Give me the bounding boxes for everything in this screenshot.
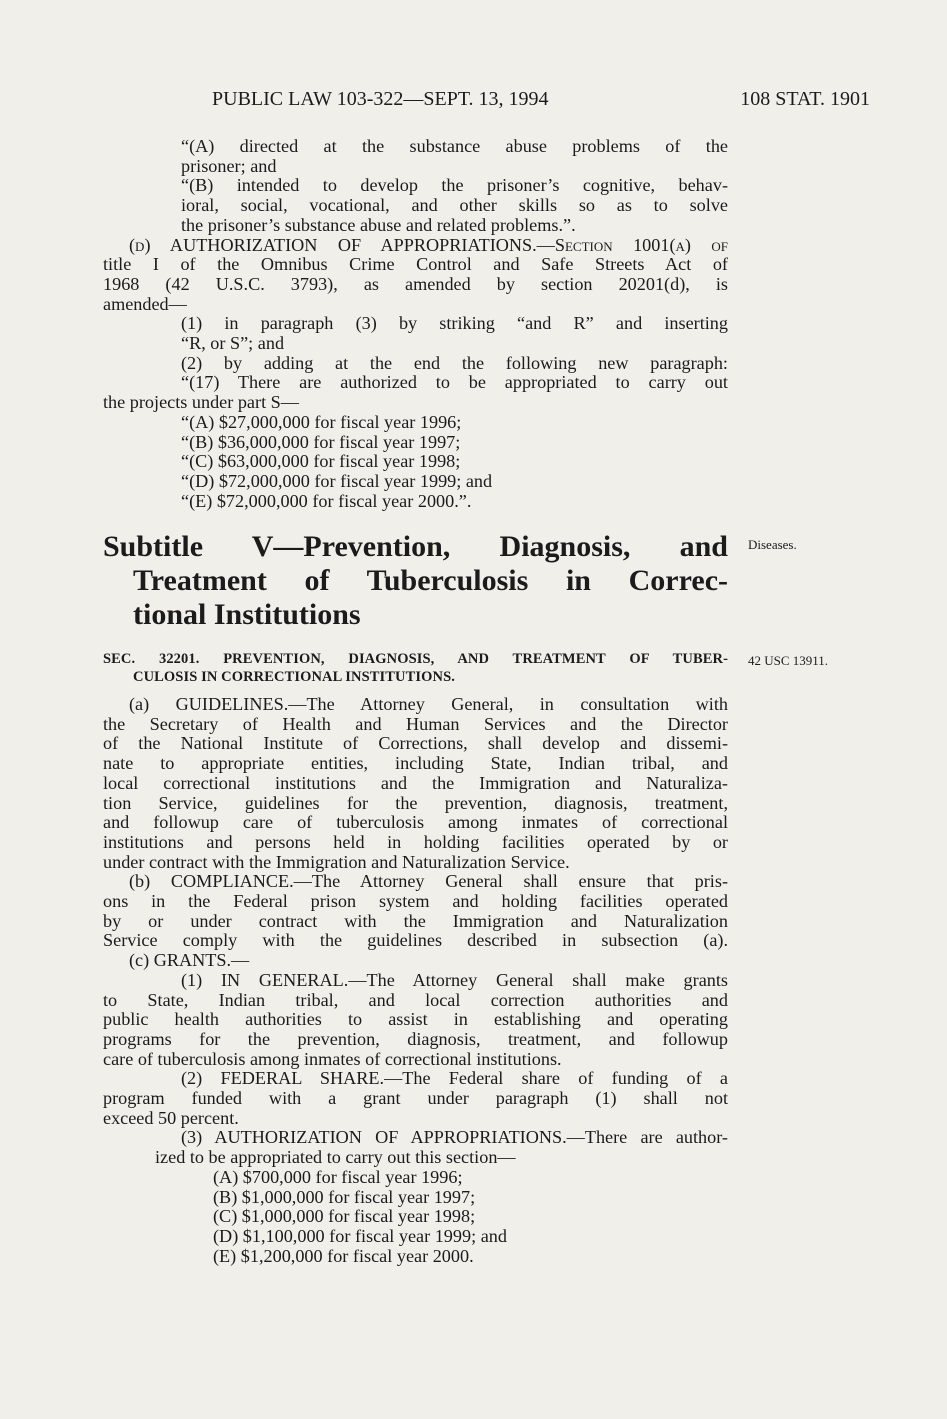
- text-line: (E) $1,200,000 for fiscal year 2000.: [213, 1245, 474, 1266]
- subtitle-line: Subtitle V—Prevention, Diagnosis, and: [103, 530, 728, 563]
- text-line: ons in the Federal prison system and holding facilities operated: [103, 891, 728, 912]
- text-line: program funded with a grant under paragraph (1) shall not: [103, 1088, 728, 1109]
- page-header: [100, 88, 870, 118]
- top-section: [103, 137, 728, 511]
- text-line: (1) IN GENERAL.—The Attorney General shall make grants: [181, 969, 728, 990]
- text-line: the prisoner’s substance abuse and related problems.”.: [181, 214, 576, 235]
- text-line: “(B) $36,000,000 for fiscal year 1997;: [181, 431, 461, 452]
- text-line: (a) GUIDELINES.—The Attorney General, in consultation with: [129, 694, 728, 714]
- text-line: (2) FEDERAL SHARE.—The Federal share of funding of a: [181, 1068, 728, 1089]
- text-line: (b) COMPLIANCE.—The Attorney General shall ensure that pris-: [129, 871, 728, 892]
- text-line: (A) $700,000 for fiscal year 1996;: [213, 1166, 463, 1187]
- margin-note-diseases: Diseases.: [748, 537, 797, 552]
- text-line: public health authorities to assist in establishing and operating: [103, 1009, 728, 1030]
- text-line: “(A) directed at the substance abuse problems of the: [181, 136, 728, 156]
- text-line: under contract with the Immigration and Naturalization Service.: [103, 851, 570, 872]
- subtitle-line: Treatment of Tuberculosis in Correc-: [133, 564, 728, 597]
- text-line: the projects under part S—: [103, 392, 299, 413]
- section-heading-line: CULOSIS IN CORRECTIONAL INSTITUTIONS.: [133, 669, 455, 685]
- text-line: “R, or S”; and: [181, 333, 285, 354]
- text-line: “(C) $63,000,000 for fiscal year 1998;: [181, 451, 461, 472]
- text-line: the Secretary of Health and Human Services and the Director: [103, 713, 728, 734]
- text-line: and followup care of tuberculosis among inmates of correctional: [103, 812, 728, 833]
- header-law-citation: PUBLIC LAW 103-322—SEPT. 13, 1994: [212, 88, 549, 110]
- text-line: (B) $1,000,000 for fiscal year 1997;: [213, 1186, 476, 1207]
- text-line: care of tuberculosis among inmates of correctional institutions.: [103, 1048, 562, 1069]
- text-line: institutions and persons held in holding facilities operated by or: [103, 831, 728, 852]
- text-line: tion Service, guidelines for the prevention, diagnosis, treatment,: [103, 792, 728, 813]
- text-line: by or under contract with the Immigration and Naturalization: [103, 910, 728, 931]
- margin-note-usc: 42 USC 13911.: [748, 653, 829, 668]
- subtitle-line: tional Institutions: [133, 598, 361, 631]
- text-line: (c) GRANTS.—: [129, 950, 250, 971]
- text-line: of the National Institute of Corrections, shall develop and dissemi-: [103, 733, 728, 754]
- header-stat-citation: 108 STAT. 1901: [740, 88, 870, 110]
- text-line: (3) AUTHORIZATION OF APPROPRIATIONS.—There are author-: [181, 1127, 728, 1148]
- text-line: ized to be appropriated to carry out this section—: [155, 1147, 516, 1168]
- text-line: nate to appropriate entities, including State, Indian tribal, and: [103, 753, 728, 774]
- text-line: 1968 (42 U.S.C. 3793), as amended by section 20201(d), is: [103, 273, 728, 294]
- section-body: [103, 695, 728, 1266]
- text-line: “(B) intended to develop the prisoner’s cognitive, behav-: [181, 175, 728, 196]
- text-line: (D) $1,100,000 for fiscal year 1999; and: [213, 1225, 507, 1246]
- text-line: (2) by adding at the end the following new paragraph:: [181, 352, 728, 373]
- text-line: amended—: [103, 293, 187, 314]
- text-line: Service comply with the guidelines described in subsection (a).: [103, 930, 728, 951]
- text-line: prisoner; and: [181, 155, 277, 176]
- text-line: ioral, social, vocational, and other skills so as to solve: [181, 195, 728, 216]
- text-line: “(E) $72,000,000 for fiscal year 2000.”.: [181, 490, 472, 511]
- text-line: to State, Indian tribal, and local correction authorities and: [103, 989, 728, 1010]
- text-line: (C) $1,000,000 for fiscal year 1998;: [213, 1206, 476, 1227]
- text-line: “(17) There are authorized to be appropriated to carry out: [181, 372, 728, 393]
- section-heading-line: SEC. 32201. PREVENTION, DIAGNOSIS, AND TREATMENT OF TUBER-: [103, 651, 728, 667]
- text-line: exceed 50 percent.: [103, 1107, 239, 1128]
- text-line: local correctional institutions and the Immigration and Naturaliza-: [103, 772, 728, 793]
- text-line: “(A) $27,000,000 for fiscal year 1996;: [181, 411, 462, 432]
- text-line: “(D) $72,000,000 for fiscal year 1999; and: [181, 470, 493, 491]
- text-line: programs for the prevention, diagnosis, treatment, and followup: [103, 1028, 728, 1049]
- text-line: title I of the Omnibus Crime Control and Safe Streets Act of: [103, 254, 728, 275]
- subtitle-heading: [103, 530, 728, 632]
- text-line: (1) in paragraph (3) by striking “and R” and inserting: [181, 313, 728, 334]
- section-heading: [103, 650, 728, 686]
- text-line: (d) AUTHORIZATION OF APPROPRIATIONS.—Section 1001(a) of: [129, 234, 728, 255]
